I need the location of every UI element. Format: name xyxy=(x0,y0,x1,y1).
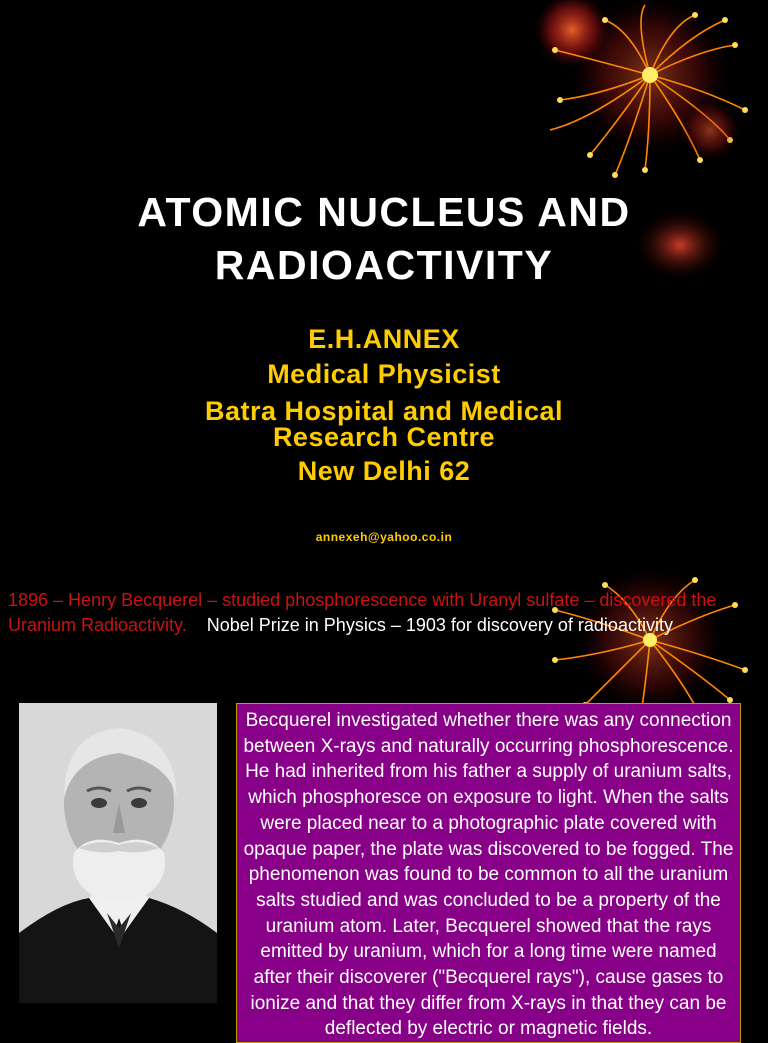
portrait-illustration xyxy=(19,703,217,1003)
intro-paragraph xyxy=(8,588,728,638)
becquerel-description-box xyxy=(236,703,741,1043)
intro-nobel-text: Nobel Prize in Physics – 1903 for discovery of radioactivity xyxy=(206,615,673,635)
slide-title xyxy=(0,186,768,292)
author-city: New Delhi 62 xyxy=(297,456,471,486)
author-name: E.H.ANNEX xyxy=(308,324,460,354)
author-institution-line-2: Research Centre xyxy=(272,422,496,452)
firework-decoration-top xyxy=(510,0,768,200)
description-text: Becquerel investigated whether there was any connection between X-rays and naturally occurring phosphorescence. He had inherited from his father a supply of uranium salts, which phosphoresce on exposure to light. When the salts were placed near to a photographic plate covered with opaque paper, the plate was discovered to be fogged. The phenomenon was found to be common to all the uranium salts studied and was concluded to be a property of the uranium atom. Later, Becquerel showed that the rays emitted by uranium, which for a long time were named after their discoverer ("Becquerel rays"), cause gases to ionize and that they differ from X-rays in that they can be deflected by electric or magnetic fields. xyxy=(243,710,734,1040)
intro-discovery-text: 1896 – Henry Becquerel – studied phosphorescence with Uranyl sulfate – discovered the Uranium Radioactivity. xyxy=(8,590,717,635)
author-block xyxy=(0,322,768,489)
title-line-1: ATOMIC NUCLEUS AND xyxy=(137,189,631,235)
author-institution-line-1: Batra Hospital and Medical xyxy=(204,396,564,426)
title-line-2: RADIOACTIVITY xyxy=(214,242,554,288)
becquerel-portrait xyxy=(19,703,217,1003)
author-role: Medical Physicist xyxy=(267,359,501,389)
author-email[interactable]: annexeh@yahoo.co.in xyxy=(315,530,453,544)
